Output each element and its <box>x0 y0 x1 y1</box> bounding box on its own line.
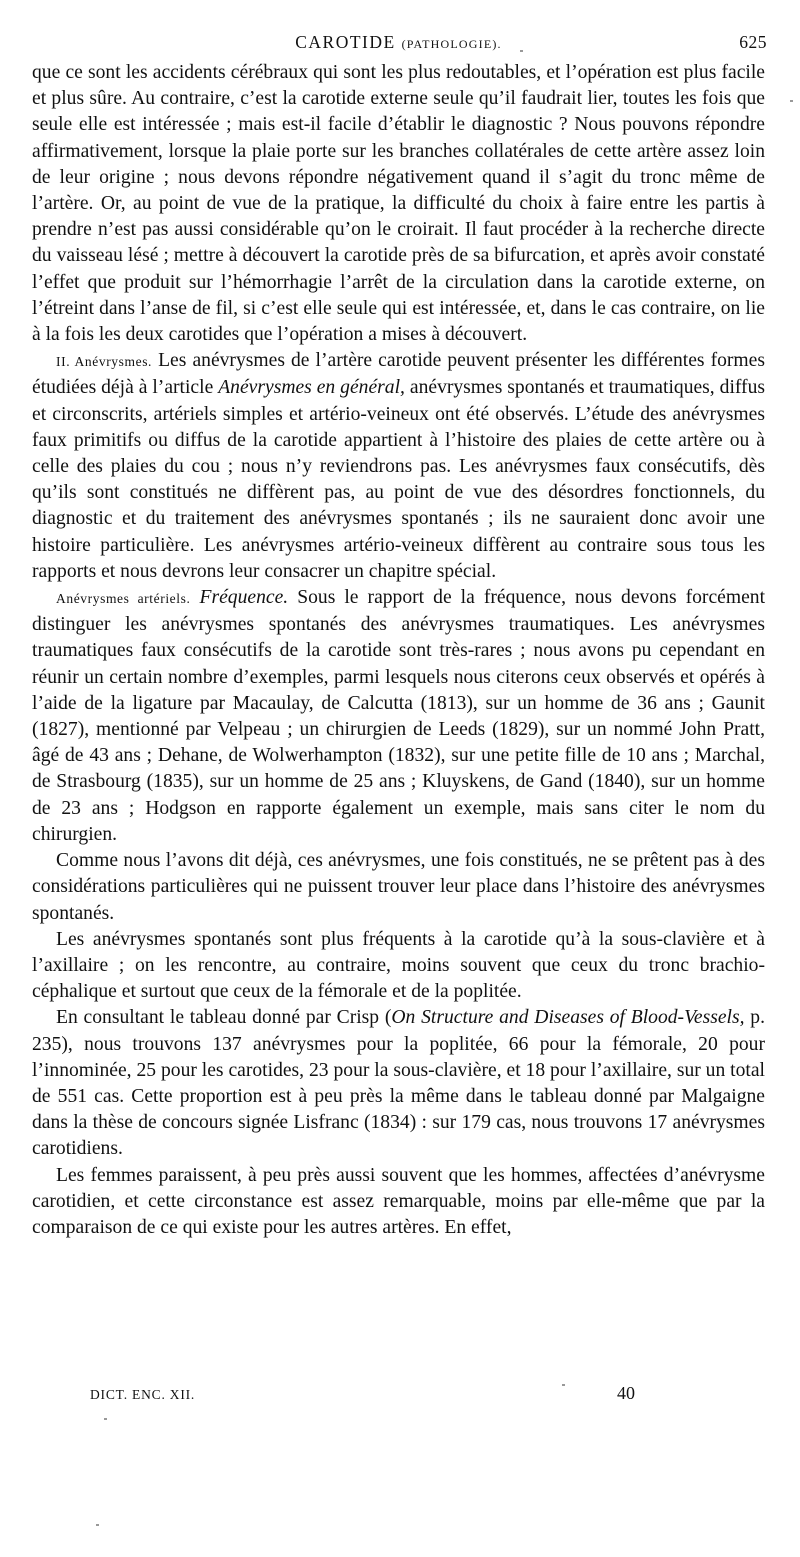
running-title-sub: (PATHOLOGIE). <box>401 37 502 51</box>
print-speck <box>104 1418 107 1420</box>
paragraph-crisp-text-a: En consultant le tableau donné par Crisp ( <box>56 1007 392 1029</box>
subheading-frequency: Fréquence. <box>199 587 289 609</box>
paragraph-crisp-table <box>32 1005 765 1162</box>
page-number: 625 <box>739 32 767 52</box>
paragraph-crisp-text-b: p. 235), nous trouvons 137 anévrysmes pour la poplitée, 66 pour la fémorale, 20 pour l’innominée, 25 pour les carotides, 23 pour la sous-clavière, et 18 pour l’axillaire, sur un total de 551 cas. Cette proportion est à peu près la même dans le tableau donné par Malgaigne dans la thèse de concours signée Lisfranc (1834) : sur 179 cas, nous trouvons 17 anévrysmes carotidiens. <box>32 1007 765 1160</box>
footer-signature: DICT. ENC. XII. <box>90 1387 196 1402</box>
book-page <box>32 26 765 1241</box>
running-title <box>32 32 765 53</box>
paragraph-considerations: Comme nous l’avons dit déjà, ces anévrysmes, une fois constitués, ne se prêtent pas à des considérations particulières qui ne puissent trouver leur place dans l’histoire des anévrysmes spontanés. <box>32 850 765 924</box>
running-title-main: CAROTIDE <box>295 32 396 52</box>
paragraph-aneurysms-text-a: Les anévrysmes de l’artère carotide peuvent présenter les différentes formes étudiées déjà à l’article <box>32 350 765 399</box>
paragraph-arterial <box>32 585 765 848</box>
reference-crisp: On Structure and Diseases of Blood-Vessels, <box>391 1007 745 1029</box>
page-footer <box>32 1383 765 1413</box>
running-header <box>32 26 765 60</box>
print-speck <box>96 1524 99 1526</box>
page-body <box>32 60 765 1241</box>
paragraph-spontaneous: Les anévrysmes spontanés sont plus fréquents à la carotide qu’à la sous-clavière et à l’axillaire ; on les rencontre, au contraire, moins souvent que ceux du tronc brachio-céphalique et surtout que ceux de la fémorale et de la poplitée. <box>32 928 765 1003</box>
section-heading-aneurysms: II. Anévrysmes. <box>56 354 153 370</box>
paragraph-arterial-text: Sous le rapport de la fréquence, nous devons forcément distinguer les anévrysmes spontanés des anévrysmes traumatiques. Les anévrysmes traumatiques faux consécutifs de la carotide sont très-rares ; nous avons pu cependant en réunir un certain nombre d’exemples, parmi lesquels nous citerons ceux observés et opérés à l’aide de la ligature par Macaulay, de Calcutta (1813), sur un homme de 36 ans ; Gaunit (1827), mentionné par Velpeau ; un chirurgien de Leeds (1829), sur un nommé John Pratt, âgé de 43 ans ; Dehane, de Wolwerhampton (1832), sur une petite fille de 10 ans ; Marchal, de Strasbourg (1835), sur un homme de 25 ans ; Kluyskens, de Gand (1840), sur un homme de 23 ans ; Hodgson en rapporte également un exemple, mais sans citer le nom du chirurgien. <box>32 587 766 845</box>
paragraph-aneurysms-text-b: anévrysmes spontanés et traumatiques, diffus et circonscrits, artériels simples et artério-veineux ont été observés. L’étude des anévrysmes faux primitifs ou diffus de la carotide appartient à l’histoire des plaies de cette artère ou à celle des plaies du cou ; nous n’y reviendrons pas. Les anévrysmes faux consécutifs, dès qu’ils sont constitués ne diffèrent pas, au point de vue des désordres fonctionnels, du diagnostic et du traitement des anévrysmes spontanés ; ils ne sauraient donc avoir une histoire particulière. Les anévrysmes artério-veineux diffèrent au contraire sous tous les rapports et nous devrons leur consacrer un chapitre spécial. <box>32 377 766 582</box>
footer-sheet-number: 40 <box>617 1383 635 1403</box>
reference-article: Anévrysmes en général, <box>218 377 405 399</box>
print-speck <box>520 50 523 52</box>
section-heading-arterial: Anévrysmes artériels. <box>56 591 191 607</box>
paragraph-continuation: que ce sont les accidents cérébraux qui sont les plus redoutables, et l’opération est plus facile et plus sûre. Au contraire, c’est la carotide externe seule qu’il faudrait lier, toutes les fois que seule elle est intéressée ; mais est-il facile d’établir le diagnostic ? Nous pouvons répondre affirmativement, lorsque la plaie porte sur les branches collatérales de cette artère assez loin de leur origine ; nous devons répondre négativement quand il s’agit du tronc même de l’artère. Or, au point de vue de la pratique, la difficulté du choix à faire entre les partis à prendre n’est pas aussi considérable qu’on le croirait. Il faut procéder à la recherche directe du vaisseau lésé ; mettre à découvert la carotide près de sa bifurcation, et après avoir constaté l’effet que produit sur l’hémorrhagie l’arrêt de la circulation dans la carotide externe, on l’étreint dans l’anse de fil, si c’est elle seule qui est intéressée, et, dans le cas contraire, on lie à la fois les deux carotides que l’opération a mises à découvert. <box>32 62 765 346</box>
paragraph-women: Les femmes paraissent, à peu près aussi souvent que les hommes, affectées d’anévrysme carotidien, et cette circonstance est assez remarquable, moins par elle-même que par la comparaison de ce qui existe pour les autres artères. En effet, <box>32 1164 765 1238</box>
print-speck <box>562 1384 565 1386</box>
paragraph-aneurysms <box>32 348 765 585</box>
print-speck <box>790 100 793 102</box>
